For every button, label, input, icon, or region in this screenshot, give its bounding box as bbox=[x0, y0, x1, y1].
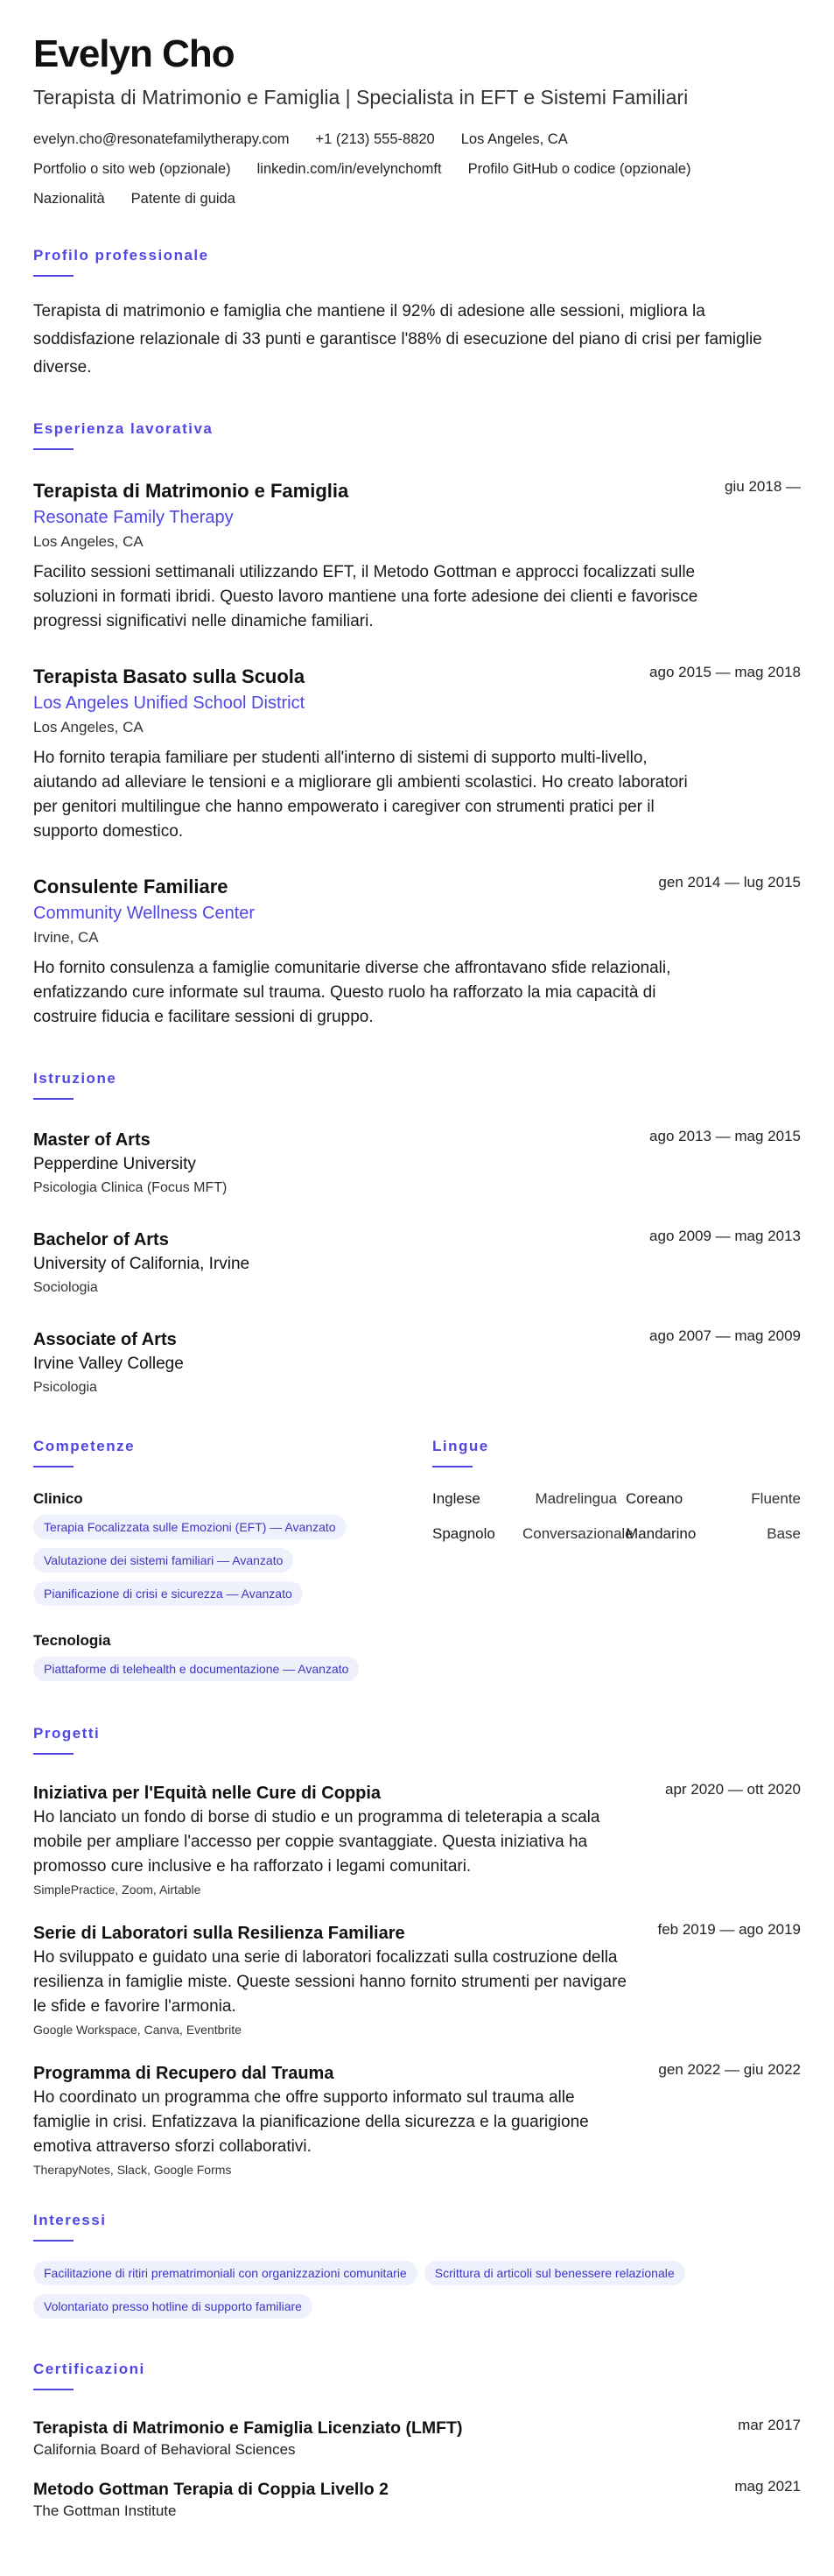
language-level: Madrelingua bbox=[535, 1490, 617, 1507]
entry-dates: ago 2013 — mag 2015 bbox=[649, 1128, 801, 1144]
section-title: Lingue bbox=[432, 1438, 489, 1454]
section-title: Competenze bbox=[33, 1438, 136, 1454]
education-degree: Bachelor of Arts bbox=[33, 1230, 169, 1249]
project-tools: SimplePractice, Zoom, Airtable bbox=[33, 1883, 201, 1897]
language-name: Mandarino bbox=[626, 1525, 697, 1542]
candidate-headline: Terapista di Matrimonio e Famiglia | Specialista in EFT e Sistemi Familiari bbox=[33, 86, 689, 109]
language-level: Base bbox=[767, 1525, 801, 1542]
skill-chip-list bbox=[33, 1657, 432, 1690]
language-list bbox=[432, 1490, 801, 1543]
language-name: Spagnolo bbox=[432, 1525, 495, 1542]
contact-nationality: Nazionalità bbox=[33, 191, 105, 207]
summary-section bbox=[33, 247, 801, 382]
projects-section bbox=[33, 1725, 801, 2177]
section-title: Esperienza lavorativa bbox=[33, 420, 214, 437]
section-divider bbox=[33, 1753, 74, 1755]
education-field: Psicologia Clinica (Focus MFT) bbox=[33, 1180, 228, 1195]
skill-chip: Valutazione dei sistemi familiari — Avanzato bbox=[33, 1548, 293, 1573]
education-field: Sociologia bbox=[33, 1280, 98, 1295]
language-name: Inglese bbox=[432, 1490, 480, 1507]
education-degree: Associate of Arts bbox=[33, 1330, 177, 1349]
education-section bbox=[33, 1070, 801, 1399]
project-entry bbox=[33, 1781, 801, 1897]
section-title: Profilo professionale bbox=[33, 247, 209, 264]
entry-dates: apr 2020 — ott 2020 bbox=[664, 1781, 801, 1798]
resume-header bbox=[33, 33, 801, 214]
certification-entry bbox=[33, 2417, 801, 2460]
project-tools: Google Workspace, Canva, Eventbrite bbox=[33, 2023, 242, 2037]
entry-title: Terapista Basato sulla Scuola bbox=[33, 665, 305, 687]
entry-dates: ago 2015 — mag 2018 bbox=[649, 664, 801, 680]
entry-dates: gen 2022 — giu 2022 bbox=[658, 2061, 801, 2078]
project-tools: TherapyNotes, Slack, Google Forms bbox=[33, 2163, 232, 2177]
language-level: Fluente bbox=[751, 1490, 801, 1507]
project-title: Programma di Recupero dal Trauma bbox=[33, 2064, 334, 2083]
contact-phone[interactable]: +1 (213) 555-8820 bbox=[315, 131, 435, 147]
certifications-section bbox=[33, 2361, 801, 2522]
project-entry bbox=[33, 2061, 801, 2177]
certification-entry bbox=[33, 2478, 801, 2522]
entry-dates: ago 2007 — mag 2009 bbox=[649, 1327, 801, 1344]
entry-organization: Community Wellness Center bbox=[33, 904, 256, 923]
contact-portfolio[interactable]: Portfolio o sito web (opzionale) bbox=[33, 161, 231, 177]
summary-text: Terapista di matrimonio e famiglia che mantiene il 92% di adesione alle sessioni, migliora la soddisfazione relazionale di 33 punti e garantisce l'88% di esecuzione del piano di crisi per famiglie diverse. bbox=[33, 302, 762, 377]
interest-chip: Scrittura di articoli sul benessere relazionale bbox=[424, 2261, 685, 2285]
entry-location: Los Angeles, CA bbox=[33, 533, 144, 550]
experience-section bbox=[33, 420, 801, 1030]
interest-chip: Facilitazione di ritiri prematrimoniali con organizzazioni comunitarie bbox=[33, 2261, 417, 2285]
skill-group-title: Tecnologia bbox=[33, 1632, 111, 1649]
entry-organization: Resonate Family Therapy bbox=[33, 508, 234, 527]
section-title: Interessi bbox=[33, 2212, 107, 2228]
certification-date: mag 2021 bbox=[734, 2478, 801, 2495]
experience-entry bbox=[33, 664, 801, 844]
section-divider bbox=[33, 1466, 74, 1467]
education-degree: Master of Arts bbox=[33, 1130, 151, 1150]
section-divider bbox=[33, 448, 74, 450]
contact-list bbox=[33, 124, 801, 214]
skill-chip-list bbox=[33, 1515, 432, 1615]
entry-description: Ho fornito consulenza a famiglie comunitarie diverse che affrontavano sfide relazionali, enfatizzando cure informate sul trauma. Questo ruolo ha rafforzato la mia capacità di costruire fiducia e facilitare sessioni di gruppo. bbox=[33, 959, 671, 1026]
certification-issuer: California Board of Behavioral Sciences bbox=[33, 2441, 296, 2458]
language-name: Coreano bbox=[626, 1490, 683, 1507]
education-entry bbox=[33, 1128, 801, 1200]
experience-entry bbox=[33, 874, 801, 1030]
skill-group-title: Clinico bbox=[33, 1490, 83, 1507]
certification-date: mar 2017 bbox=[738, 2417, 801, 2433]
section-divider bbox=[33, 275, 74, 277]
entry-dates: ago 2009 — mag 2013 bbox=[649, 1228, 801, 1244]
languages-section bbox=[432, 1438, 801, 1690]
education-school: Irvine Valley College bbox=[33, 1355, 184, 1373]
entry-location: Los Angeles, CA bbox=[33, 719, 144, 735]
section-title: Progetti bbox=[33, 1725, 101, 1742]
certification-name: Terapista di Matrimonio e Famiglia Licenziato (LMFT) bbox=[33, 2418, 463, 2438]
section-divider bbox=[33, 2389, 74, 2390]
education-school: Pepperdine University bbox=[33, 1155, 196, 1173]
education-entry bbox=[33, 1327, 801, 1399]
contact-license: Patente di guida bbox=[130, 191, 235, 207]
section-divider bbox=[432, 1466, 473, 1467]
contact-email[interactable]: evelyn.cho@resonatefamilytherapy.com bbox=[33, 131, 290, 147]
section-title: Istruzione bbox=[33, 1070, 117, 1087]
project-description: Ho lanciato un fondo di borse di studio e un programma di teleterapia a scala mobile per ampliare l'accesso per coppie svantaggiate. Questa iniziativa ha promosso cure inclusive e ha rafforzato i legami comunitari. bbox=[33, 1808, 600, 1876]
section-divider bbox=[33, 1098, 74, 1100]
section-title: Certificazioni bbox=[33, 2361, 145, 2377]
skills-section bbox=[33, 1438, 432, 1690]
experience-entry bbox=[33, 478, 801, 634]
skills-languages-row bbox=[33, 1438, 801, 1690]
entry-title: Terapista di Matrimonio e Famiglia bbox=[33, 480, 349, 502]
entry-location: Irvine, CA bbox=[33, 929, 99, 946]
entry-dates: gen 2014 — lug 2015 bbox=[658, 874, 801, 890]
project-title: Iniziativa per l'Equità nelle Cure di Coppia bbox=[33, 1784, 382, 1803]
entry-dates: giu 2018 — bbox=[725, 478, 801, 495]
education-school: University of California, Irvine bbox=[33, 1255, 250, 1273]
interests-section bbox=[33, 2212, 801, 2327]
certification-issuer: The Gottman Institute bbox=[33, 2502, 177, 2519]
education-entry bbox=[33, 1228, 801, 1299]
entry-description: Ho fornito terapia familiare per studenti all'interno di sistemi di supporto multi-livello, aiutando ad alleviare le tensioni e a migliorare gli ambienti scolastici. Ho creato laboratori per genitori multilingue che hanno empowerato i caregiver con strumenti pratici per il supporto domestico. bbox=[33, 749, 688, 841]
interest-chip: Volontariato presso hotline di supporto familiare bbox=[33, 2294, 312, 2319]
contact-location: Los Angeles, CA bbox=[460, 131, 568, 147]
skill-chip: Terapia Focalizzata sulle Emozioni (EFT) — Avanzato bbox=[33, 1515, 347, 1539]
education-field: Psicologia bbox=[33, 1380, 97, 1395]
contact-github[interactable]: Profilo GitHub o codice (opzionale) bbox=[467, 161, 691, 177]
skill-chip: Piattaforme di telehealth e documentazione — Avanzato bbox=[33, 1657, 359, 1681]
entry-dates: feb 2019 — ago 2019 bbox=[657, 1921, 801, 1938]
project-description: Ho coordinato un programma che offre supporto informato sul trauma alle famiglie in crisi. Enfatizzava la pianificazione della sicurezza e la guarigione emotiva attraverso sforzi collaborativi. bbox=[33, 2088, 589, 2156]
skill-chip: Pianificazione di crisi e sicurezza — Avanzato bbox=[33, 1581, 303, 1606]
project-entry bbox=[33, 1921, 801, 2037]
project-description: Ho sviluppato e guidato una serie di laboratori focalizzati sulla costruzione della resilienza in famiglie miste. Queste sessioni hanno fornito strumenti per navigare le sfide e favorire l'armonia. bbox=[33, 1948, 627, 2016]
project-title: Serie di Laboratori sulla Resilienza Familiare bbox=[33, 1924, 405, 1943]
contact-linkedin[interactable]: linkedin.com/in/evelynchomft bbox=[256, 161, 442, 177]
entry-organization: Los Angeles Unified School District bbox=[33, 693, 305, 713]
section-divider bbox=[33, 2240, 74, 2242]
interest-chip-list bbox=[33, 2261, 801, 2327]
certification-name: Metodo Gottman Terapia di Coppia Livello 2 bbox=[33, 2480, 389, 2499]
entry-title: Consulente Familiare bbox=[33, 876, 228, 897]
entry-description: Facilito sessioni settimanali utilizzando EFT, il Metodo Gottman e approcci focalizzati sulle soluzioni in formati ibridi. Questo lavoro mantiene una forte adesione dei clienti e favorisce progressi significativi nelle dinamiche familiari. bbox=[33, 563, 698, 630]
language-level: Conversazionale bbox=[522, 1525, 634, 1542]
candidate-name: Evelyn Cho bbox=[33, 32, 235, 75]
